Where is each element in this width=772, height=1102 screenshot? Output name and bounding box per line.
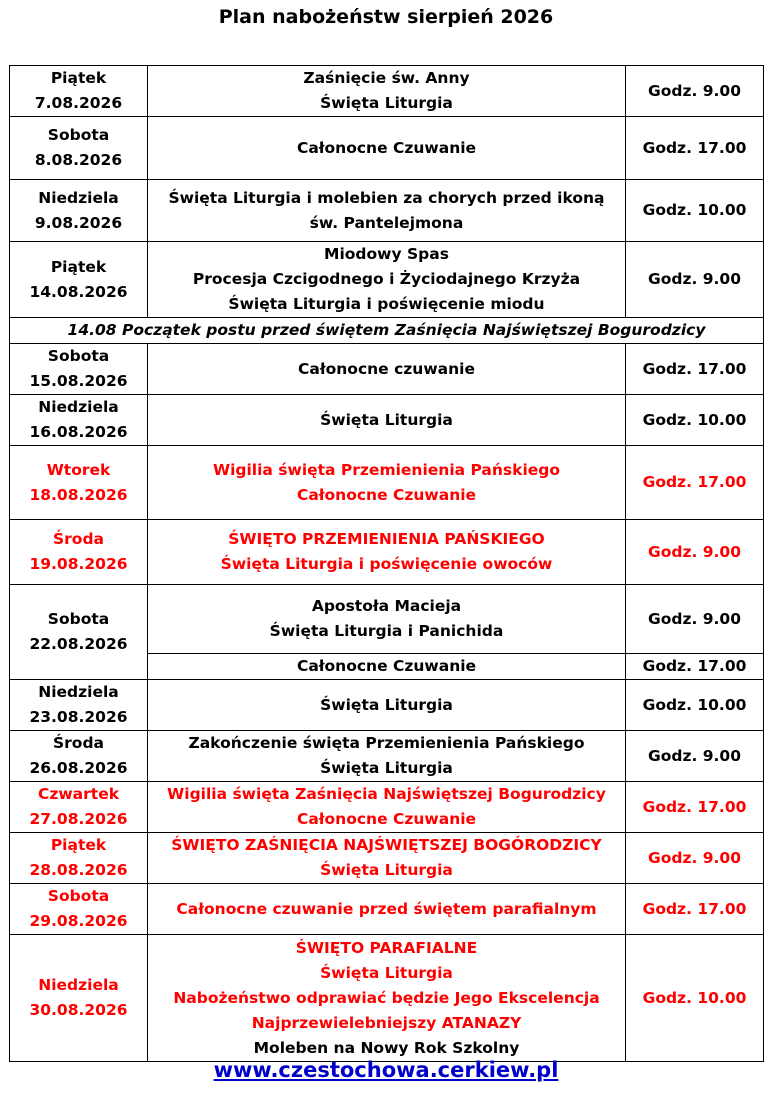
service-cell: ŚWIĘTO PRZEMIENIENIA PAŃSKIEGO Święta Liturgia i poświęcenie owoców <box>148 520 626 585</box>
day-cell: Niedziela 30.08.2026 <box>10 935 148 1062</box>
schedule-row-feast <box>10 833 764 884</box>
schedule-row <box>10 344 764 395</box>
service-cell: Święta Liturgia <box>148 395 626 446</box>
day-cell: Niedziela 9.08.2026 <box>10 180 148 242</box>
schedule-row <box>10 180 764 242</box>
day-cell: Wtorek 18.08.2026 <box>10 446 148 520</box>
schedule-row <box>10 66 764 117</box>
schedule-row <box>10 117 764 180</box>
hour-cell: Godz. 9.00 <box>626 66 764 117</box>
fast-notice: 14.08 Początek postu przed świętem Zaśnięcia Najświętszej Bogurodzicy <box>10 318 764 344</box>
schedule-row-feast <box>10 782 764 833</box>
hour-cell: Godz. 9.00 <box>626 585 764 654</box>
hour-cell: Godz. 17.00 <box>626 654 764 680</box>
hour-cell: Godz. 10.00 <box>626 935 764 1062</box>
schedule-row <box>10 731 764 782</box>
service-cell: Całonocne czuwanie przed świętem parafialnym <box>148 884 626 935</box>
hour-cell: Godz. 10.00 <box>626 395 764 446</box>
hour-cell: Godz. 17.00 <box>626 117 764 180</box>
day-cell: Niedziela 23.08.2026 <box>10 680 148 731</box>
day-cell: Sobota 15.08.2026 <box>10 344 148 395</box>
service-cell: ŚWIĘTO ZAŚNIĘCIA NAJŚWIĘTSZEJ BOGÓRODZICY Święta Liturgia <box>148 833 626 884</box>
day-cell: Sobota 29.08.2026 <box>10 884 148 935</box>
service-cell: Święta Liturgia <box>148 680 626 731</box>
hour-cell: Godz. 9.00 <box>626 731 764 782</box>
day-cell: Piątek 28.08.2026 <box>10 833 148 884</box>
hour-cell: Godz. 9.00 <box>626 520 764 585</box>
service-cell: Wigilia święta Zaśnięcia Najświętszej Bogurodzicy Całonocne Czuwanie <box>148 782 626 833</box>
service-cell: Święta Liturgia i molebien za chorych przed ikoną św. Pantelejmona <box>148 180 626 242</box>
schedule-row-feast <box>10 884 764 935</box>
service-cell: Zakończenie święta Przemienienia Pańskiego Święta Liturgia <box>148 731 626 782</box>
service-cell: Całonocne Czuwanie <box>148 654 626 680</box>
hour-cell: Godz. 17.00 <box>626 344 764 395</box>
day-cell: Środa 26.08.2026 <box>10 731 148 782</box>
service-cell: ŚWIĘTO PARAFIALNE Święta Liturgia Nabożeństwo odprawiać będzie Jego Ekscelencja Najprzewielebniejszy ATANAZY Moleben na Nowy Rok Szkolny <box>148 935 626 1062</box>
hour-cell: Godz. 10.00 <box>626 180 764 242</box>
page-title: Plan nabożeństw sierpień 2026 <box>218 6 554 28</box>
day-cell: Sobota 8.08.2026 <box>10 117 148 180</box>
schedule-row <box>10 242 764 318</box>
day-cell: Sobota 22.08.2026 <box>10 585 148 680</box>
service-cell: Całonocne czuwanie <box>148 344 626 395</box>
hour-cell: Godz. 17.00 <box>626 446 764 520</box>
schedule-table <box>9 65 764 1062</box>
service-cell: Apostoła Macieja Święta Liturgia i Panichida <box>148 585 626 654</box>
schedule-row-feast <box>10 520 764 585</box>
service-cell: Całonocne Czuwanie <box>148 117 626 180</box>
hour-cell: Godz. 17.00 <box>626 884 764 935</box>
schedule-row <box>10 585 764 654</box>
schedule-row-feast <box>10 446 764 520</box>
service-cell: Zaśnięcie św. Anny Święta Liturgia <box>148 66 626 117</box>
service-cell: Miodowy Spas Procesja Czcigodnego i Życiodajnego Krzyża Święta Liturgia i poświęcenie miodu <box>148 242 626 318</box>
day-cell: Środa 19.08.2026 <box>10 520 148 585</box>
day-cell: Piątek 7.08.2026 <box>10 66 148 117</box>
notice-row <box>10 318 764 344</box>
schedule-row <box>10 680 764 731</box>
day-cell: Czwartek 27.08.2026 <box>10 782 148 833</box>
hour-cell: Godz. 9.00 <box>626 242 764 318</box>
hour-cell: Godz. 10.00 <box>626 680 764 731</box>
day-cell: Piątek 14.08.2026 <box>10 242 148 318</box>
day-cell: Niedziela 16.08.2026 <box>10 395 148 446</box>
hour-cell: Godz. 9.00 <box>626 833 764 884</box>
schedule-row <box>10 395 764 446</box>
website-link[interactable]: www.czestochowa.cerkiew.pl <box>213 1058 559 1082</box>
schedule-row-feast <box>10 935 764 1062</box>
service-cell: Wigilia święta Przemienienia Pańskiego Całonocne Czuwanie <box>148 446 626 520</box>
hour-cell: Godz. 17.00 <box>626 782 764 833</box>
